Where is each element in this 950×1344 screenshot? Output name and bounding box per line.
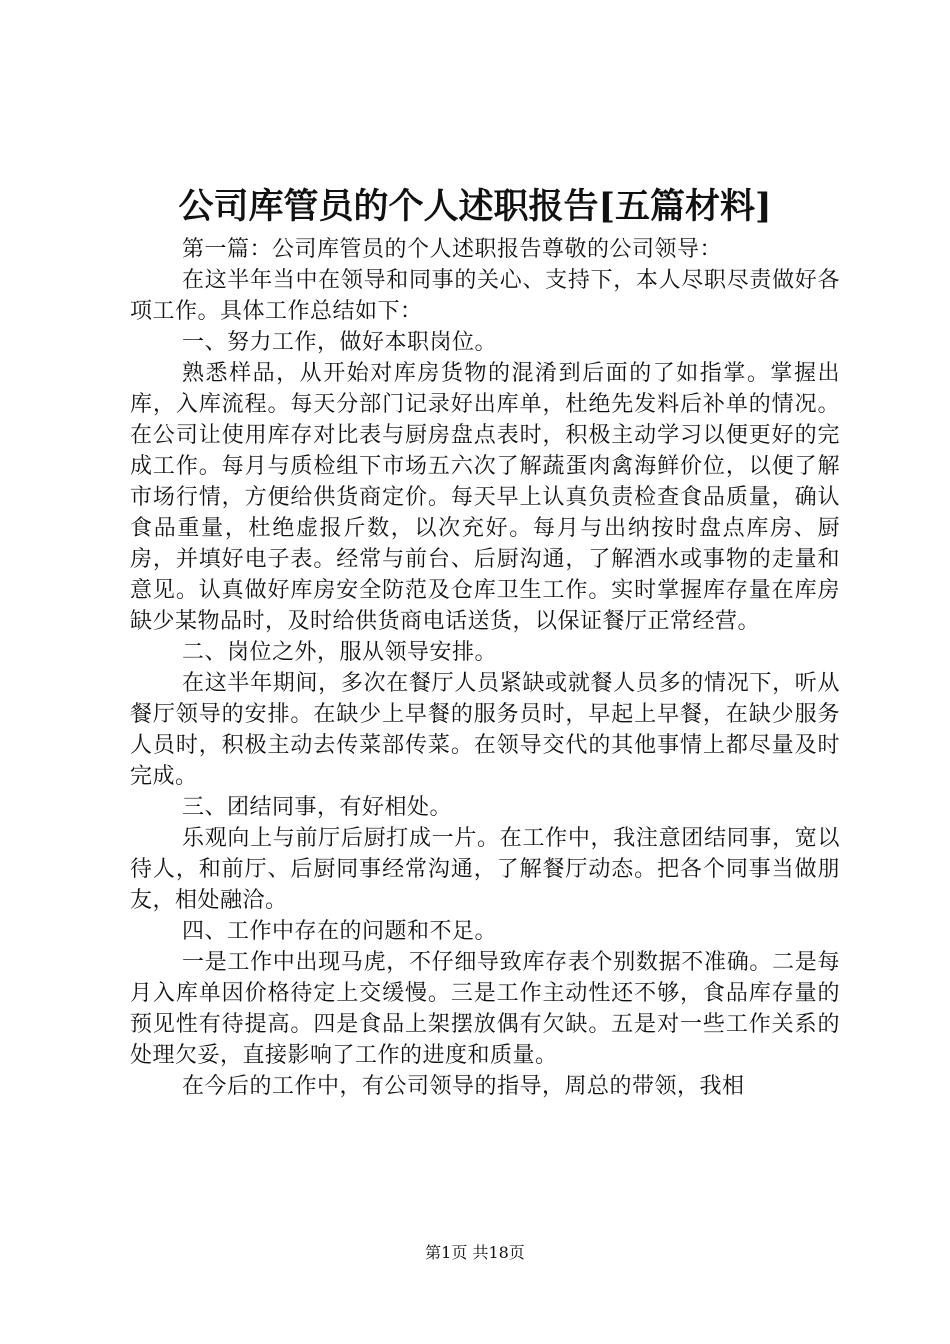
section-heading: 三、团结同事，有好相处。 (182, 795, 453, 820)
section-heading: 四、工作中存在的问题和不足。 (182, 919, 498, 944)
paragraph: 在这半年当中在领导和同事的关心、支持下，本人尽职尽责做好各项工作。具体工作总结如下： (130, 268, 840, 324)
paragraph: 在这半年期间，多次在餐厅人员紧缺或就餐人员多的情况下，听从餐厅领导的安排。在缺少上早餐的服务员时，早起上早餐，在缺少服务人员时，积极主动去传菜部传菜。在领导交代的其他事情上都尽量及时完成。 (130, 671, 840, 789)
paragraph: 熟悉样品，从开始对库房货物的混淆到后面的了如指掌。掌握出库，入库流程。每天分部门记录好出库单，杜绝先发料后补单的情况。在公司让使用库存对比表与厨房盘点表时，积极主动学习以便更好的完成工作。每月与质检组下市场五六次了解蔬蛋肉禽海鲜价位，以便了解市场行情，方便给供货商定价。每天早上认真负责检查食品质量，确认食品重量，杜绝虚报斤数，以次充好。每月与出纳按时盘点库房、厨房，并填好电子表。经常与前台、后厨沟通，了解酒水或事物的走量和意见。认真做好库房安全防范及仓库卫生工作。实时掌握库存量在库房缺少某物品时，及时给供货商电话送货，以保证餐厅正常经营。 (130, 361, 840, 634)
paragraph: 一是工作中出现马虎，不仔细导致库存表个别数据不准确。二是每月入库单因价格待定上交缓慢。三是工作主动性还不够，食品库存量的预见性有待提高。四是食品上架摆放偶有欠缺。五是对一些工作关系的处理欠妥，直接影响了工作的进度和质量。 (130, 950, 840, 1068)
section-heading: 一、努力工作，做好本职岗位。 (182, 330, 498, 355)
document-body (130, 234, 840, 1102)
section-heading: 二、岗位之外，服从领导安排。 (182, 640, 498, 665)
paragraph: 第一篇：公司库管员的个人述职报告尊敬的公司领导： (182, 237, 723, 262)
paragraph: 乐观向上与前厅后厨打成一片。在工作中，我注意团结同事，宽以待人，和前厅、后厨同事经常沟通，了解餐厅动态。把各个同事当做朋友，相处融洽。 (130, 826, 840, 913)
document-title: 公司库管员的个人述职报告[五篇材料] (178, 186, 772, 227)
page-number-footer: 第1页 共18页 (425, 1243, 525, 1262)
paragraph: 在今后的工作中，有公司领导的指导，周总的带领，我相 (182, 1074, 745, 1099)
